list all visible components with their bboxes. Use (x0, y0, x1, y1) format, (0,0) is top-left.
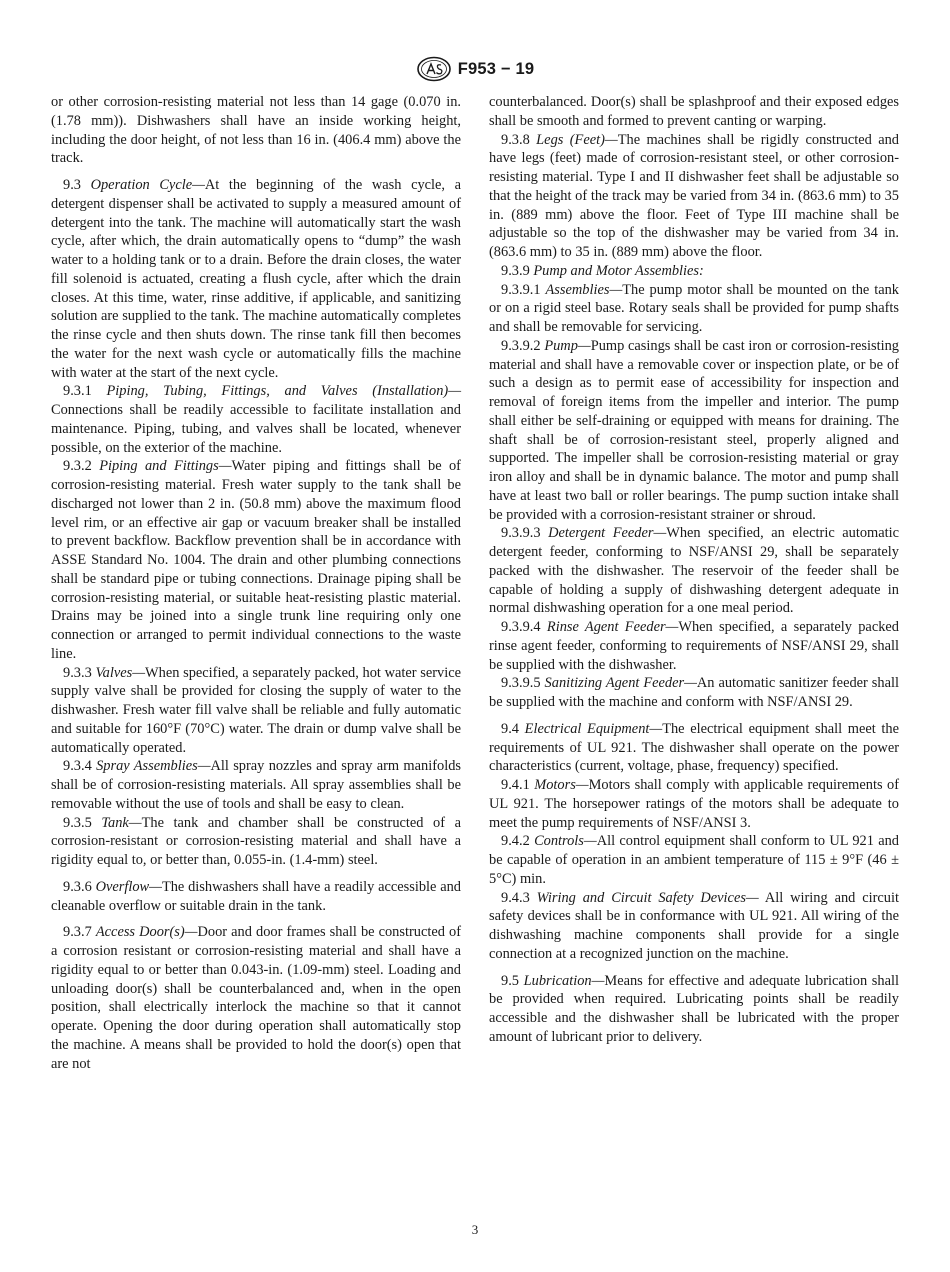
section-number: 9.3.1 (63, 383, 92, 400)
section-title: Valves— (95, 664, 146, 681)
section-9-3-2 (51, 457, 461, 663)
section-9-3-5 (51, 814, 461, 870)
section-number: 9.3 (63, 177, 81, 193)
section-number: 9.5 (501, 972, 519, 989)
page-header (0, 56, 950, 82)
section-cont2 (489, 93, 899, 131)
section-text: The tank and chamber shall be constructed of a corrosion-resistant or corrosion-resisting material and shall have a rigidity equal to, or better than, 0.055-in. (1.4-mm) steel. (51, 814, 461, 868)
section-9-3-1 (51, 382, 461, 457)
section-9-3-9-1 (489, 281, 899, 337)
section-9-4-1 (489, 776, 899, 832)
section-number: 9.3.7 (63, 924, 92, 941)
section-number: 9.4.2 (501, 833, 530, 850)
astm-logo-icon (416, 56, 452, 82)
section-text: Connections shall be readily accessible to facilitate installation and maintenance. Piping, tubing, and valves shall be located, whenever possible, on the exterior of the machine. (51, 402, 461, 456)
section-title: Overflow— (95, 878, 162, 895)
section-number: 9.3.8 (501, 131, 530, 148)
section-title: Electrical Equipment— (524, 720, 663, 737)
section-title: Wiring and Circuit Safety Devices— (536, 889, 759, 906)
section-text: Motors shall comply with applicable requirements of UL 921. The horsepower ratings of the motors shall be adequate to meet the pump requirements of NSF/ANSI 3. (489, 777, 899, 831)
section-number: 9.3.3 (63, 664, 92, 681)
section-title: Piping and Fittings— (99, 458, 232, 475)
section-text: An automatic sanitizer feeder shall be supplied with the machine and conform with NSF/ANSI 29. (489, 675, 899, 710)
section-9-4-3 (489, 889, 899, 964)
section-title: Lubrication— (523, 972, 605, 989)
section-number: 9.4.3 (501, 889, 530, 906)
section-text: or other corrosion-resisting material not less than 14 gage (0.070 in. (1.78 mm)). Dishwashers shall have an inside working height, including the door height, of not less than 16 in. (406.4 mm) above the track. (51, 94, 461, 167)
section-number: 9.3.6 (63, 878, 92, 895)
section-text: At the beginning of the wash cycle, a detergent dispenser shall be activated to supply a measured amount of detergent into the tank. The machine will automatically start the wash cycle, after which, the drain automatically opens to “dump” the wash water to a holding tank or to a drain. Before the drain closes, the water fill solenoid is actuated, creating a flush cycle, after which the drain closes. At this time, water, rinse additive, if applicable, and sanitizing solution are supplied to the tank. The machine automatically completes the rinse cycle and then shuts down. The rinse tank fill then becomes the water for the next wash cycle or automatically fills the machine with water at the start of the next cycle. (51, 177, 461, 381)
section-title: Legs (Feet)— (536, 131, 618, 148)
section-text: Door and door frames shall be constructed of a corrosion resistant or corrosion-resisting material and shall have a rigidity equal to or better than 0.043-in. (1.09-mm) steel. Loading and unloading door(s) shall be counterbalanced and, when in the open position, shall electrically interlock the machine so that it cannot operate. Opening the door during operation shall automatically stop the machine. A means shall be provided to hold the door(s) open that are not (51, 924, 461, 1072)
section-number: 9.3.9.3 (501, 525, 541, 542)
section-9-3-9-3 (489, 524, 899, 618)
page-number: 3 (471, 1222, 479, 1237)
left-column (51, 93, 461, 1073)
section-9-3-9-5 (489, 674, 899, 712)
section-text: counterbalanced. Door(s) shall be splashproof and their exposed edges shall be smooth and formed to prevent canting or warping. (489, 94, 899, 129)
section-number: 9.3.4 (63, 758, 92, 775)
section-number: 9.3.2 (63, 458, 92, 475)
section-text: When specified, an electric automatic detergent feeder, conforming to NSF/ANSI 29, shall be separately packed with the dishwasher. The reservoir of the feeder shall be capable of holding a supply of dishwashing detergent adequate in normal dishwashing operation for a one meal period. (489, 525, 900, 617)
section-text: All control equipment shall conform to UL 921 and be capable of operation in an ambient temperature of 115 ± 9°F (46 ± 5°C) min. (489, 833, 899, 887)
section-text: The dishwashers shall have a readily accessible and cleanable overflow or suitable drain in the tank. (51, 878, 461, 914)
section-text: All wiring and circuit safety devices shall be in conformance with UL 921. All wiring of the dishwashing machine components shall provide for a single connection at a recognized junction on the machine. (489, 889, 899, 962)
section-title: Access Door(s)— (95, 924, 198, 941)
section-number: 9.4 (501, 720, 519, 737)
section-number: 9.3.9.1 (501, 281, 541, 298)
section-title: Rinse Agent Feeder— (546, 619, 679, 635)
section-text: Water piping and fittings shall be of corrosion-resisting material. Fresh water supply to the tank shall be discharged not lower than 2 in. (50.8 mm) above the maximum flood level rim, or an effective air gap or vacuum breaker shall be installed to prevent backflow. Backflow prevention shall be in accordance with ASSE Standard No. 1004. The drain and other plumbing connections shall be standard pipe or tubing connections. Drainage piping shall be corrosion-resisting material, or suitable heat-resisting plastic material. Drains may be joined into a single trunk line requiring only one connection or arranged to permit individual connections to the waste line. (51, 458, 461, 662)
section-number: 9.4.1 (501, 777, 530, 793)
section-title: Operation Cycle— (90, 177, 205, 193)
section-9-3-4 (51, 757, 461, 813)
section-text: The pump motor shall be mounted on the tank or on a rigid steel base. Rotary seals shall be provided for pump shafts and shall be removable for servicing. (489, 281, 899, 335)
section-9-3-6 (51, 878, 461, 916)
section-number: 9.3.9.5 (501, 675, 541, 692)
section-title: Controls— (534, 833, 597, 850)
section-title: Pump— (544, 337, 591, 354)
section-9-3-3 (51, 664, 461, 758)
section-number: 9.3.9 (501, 262, 530, 279)
section-text: Means for effective and adequate lubrication shall be provided when required. Lubricating points shall be readily accessible and the dishwasher shall be lubricated with the proper amount of lubricant prior to delivery. (489, 972, 899, 1045)
section-number: 9.3.9.4 (501, 619, 541, 635)
standard-designation: F953 − 19 (457, 59, 535, 78)
section-title: Detergent Feeder— (548, 525, 667, 542)
section-title: Spray Assemblies— (96, 758, 211, 775)
section-title: Assemblies— (545, 281, 623, 298)
section-title: Tank— (101, 814, 142, 831)
section-title: Piping, Tubing, Fittings, and Valves (Installation)— (106, 383, 461, 400)
section-9-5 (489, 972, 899, 1047)
section-text: The electrical equipment shall meet the requirements of UL 921. The dishwasher shall operate on the power characteristics (current, voltage, phase, frequency) specified. (489, 720, 899, 775)
section-title: Sanitizing Agent Feeder— (544, 675, 697, 692)
section-text: Pump casings shall be cast iron or corrosion-resisting material and shall have a removable cover or inspection plate, or be of such a design as to permit ease of accessibility for inspection and removal of foreign items from the impeller and interior. The pump shall either be self-draining or equipped with means for draining. The shaft shall be of corrosion-resistant steel, properly aligned and supported. The impeller shall be corrosion-resisting material or gray iron alloy and shall be in dynamic balance. The motor and pump shall have at least two ball or roller bearings. The pump suction intake shall be provided with a corrosion-resistant strainer or shroud. (489, 337, 899, 523)
section-9-3-7 (51, 923, 461, 1073)
section-text: The machines shall be rigidly constructed and have legs (feet) made of corrosion-resistant steel, or other corrosion-resisting material. Type I and II dishwasher feet shall be adjustable so that the height of the track may be varied from 34 in. (863.6 mm) to 35 in. (889 mm) above the floor. Feet of Type III machine shall be adjustable so the top of the dishwasher may be varied from 34 in. (863.6 mm) to 35 in. (889 mm) above the floor. (489, 131, 899, 260)
section-title: Pump and Motor Assemblies: (533, 262, 704, 279)
section-9-3-9 (489, 262, 899, 281)
section-9-3-9-4 (489, 618, 899, 674)
section-text: All spray nozzles and spray arm manifolds shall be of corrosion-resisting materials. All spray assemblies shall be removable without the use of tools and shall be easy to clean. (51, 758, 461, 812)
section-text: When specified, a separately packed rinse agent feeder, conforming to requirements of NSF/ANSI 29, shall be supplied with the dishwasher. (489, 619, 899, 673)
section-9-4-2 (489, 832, 899, 888)
right-column (489, 93, 899, 1047)
section-9-4 (489, 720, 899, 776)
section-text: When specified, a separately packed, hot water service supply valve shall be provided for closing the supply of water to the dishwasher. Fresh water fill valve shall be reliable and fully automatic and suitable for 160°F (70°C) water. The drain or dump valve shall be automatically operated. (51, 664, 461, 756)
section-title: Motors— (534, 777, 589, 793)
section-number: 9.3.5 (63, 814, 92, 831)
section-9-3 (51, 176, 461, 382)
section-9-3-9-2 (489, 337, 899, 525)
section-9-3-8 (489, 131, 899, 262)
section-cont (51, 93, 461, 168)
section-number: 9.3.9.2 (501, 337, 541, 354)
